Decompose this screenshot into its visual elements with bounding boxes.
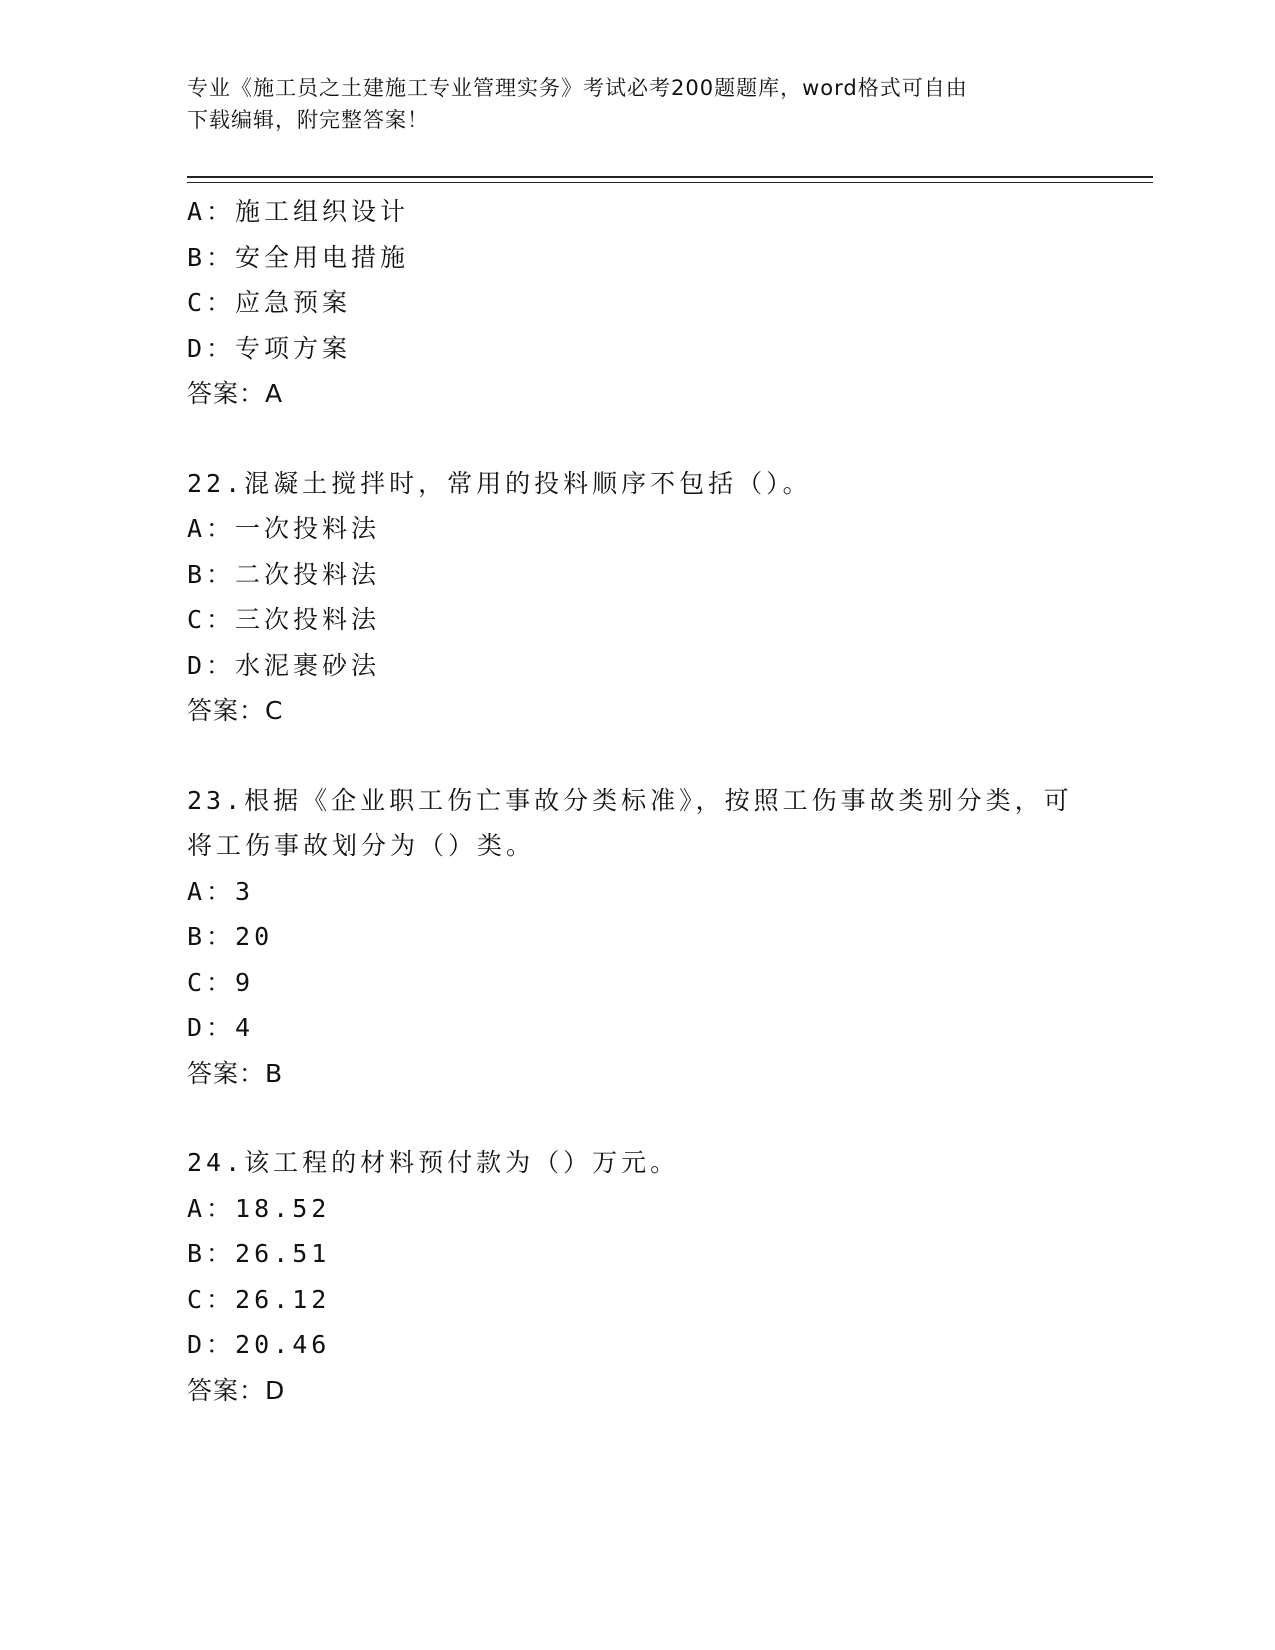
option-c: C：9 [187, 967, 255, 997]
option-d: D：20.46 [187, 1330, 331, 1359]
option-c: C：26.12 [187, 1284, 331, 1314]
option-b: B：二次投料法 [187, 559, 381, 589]
answer-line: 答案：C [187, 696, 284, 725]
answer-line: 答案：B [187, 1058, 284, 1088]
option-d: D：4 [187, 1013, 255, 1042]
spacer [187, 734, 1087, 778]
option-a: A：18.52 [187, 1193, 331, 1223]
spacer [187, 1096, 1087, 1140]
answer-line: 答案：A [187, 379, 284, 408]
question-text-line-1: 23.根据《企业职工伤亡事故分类标准》，按照工伤事故类别分类，可 [187, 785, 1073, 815]
question-block-24 [187, 1140, 1087, 1413]
option-b: B：20 [187, 922, 274, 951]
header-divider-bottom [187, 182, 1153, 183]
option-d: D：水泥裹砂法 [187, 650, 381, 680]
question-text: 22.混凝土搅拌时，常用的投料顺序不包括（）。 [187, 468, 812, 498]
header-title-line-1: 专业《施工员之土建施工专业管理实务》考试必考200题题库，word格式可自由 [187, 76, 968, 100]
question-list [187, 189, 1087, 1413]
header-title-line-2: 下载编辑，附完整答案！ [187, 108, 429, 132]
question-block-23 [187, 778, 1087, 1097]
option-a: A：施工组织设计 [187, 197, 410, 226]
option-c: C：应急预案 [187, 288, 352, 317]
question-block-22 [187, 461, 1087, 734]
option-c: C：三次投料法 [187, 605, 381, 634]
question-block-prev [187, 189, 1087, 417]
answer-line: 答案：D [187, 1375, 286, 1405]
option-a: A：3 [187, 876, 255, 906]
question-text: 24.该工程的材料预付款为（）万元。 [187, 1148, 680, 1177]
option-d: D：专项方案 [187, 333, 352, 363]
option-b: B：26.51 [187, 1239, 331, 1268]
option-b: B：安全用电措施 [187, 242, 410, 272]
question-text-line-2: 将工伤事故划分为（）类。 [187, 831, 536, 860]
spacer [187, 417, 1087, 461]
header-divider-top [187, 176, 1153, 178]
document-header [187, 72, 1067, 136]
option-a: A：一次投料法 [187, 514, 381, 543]
